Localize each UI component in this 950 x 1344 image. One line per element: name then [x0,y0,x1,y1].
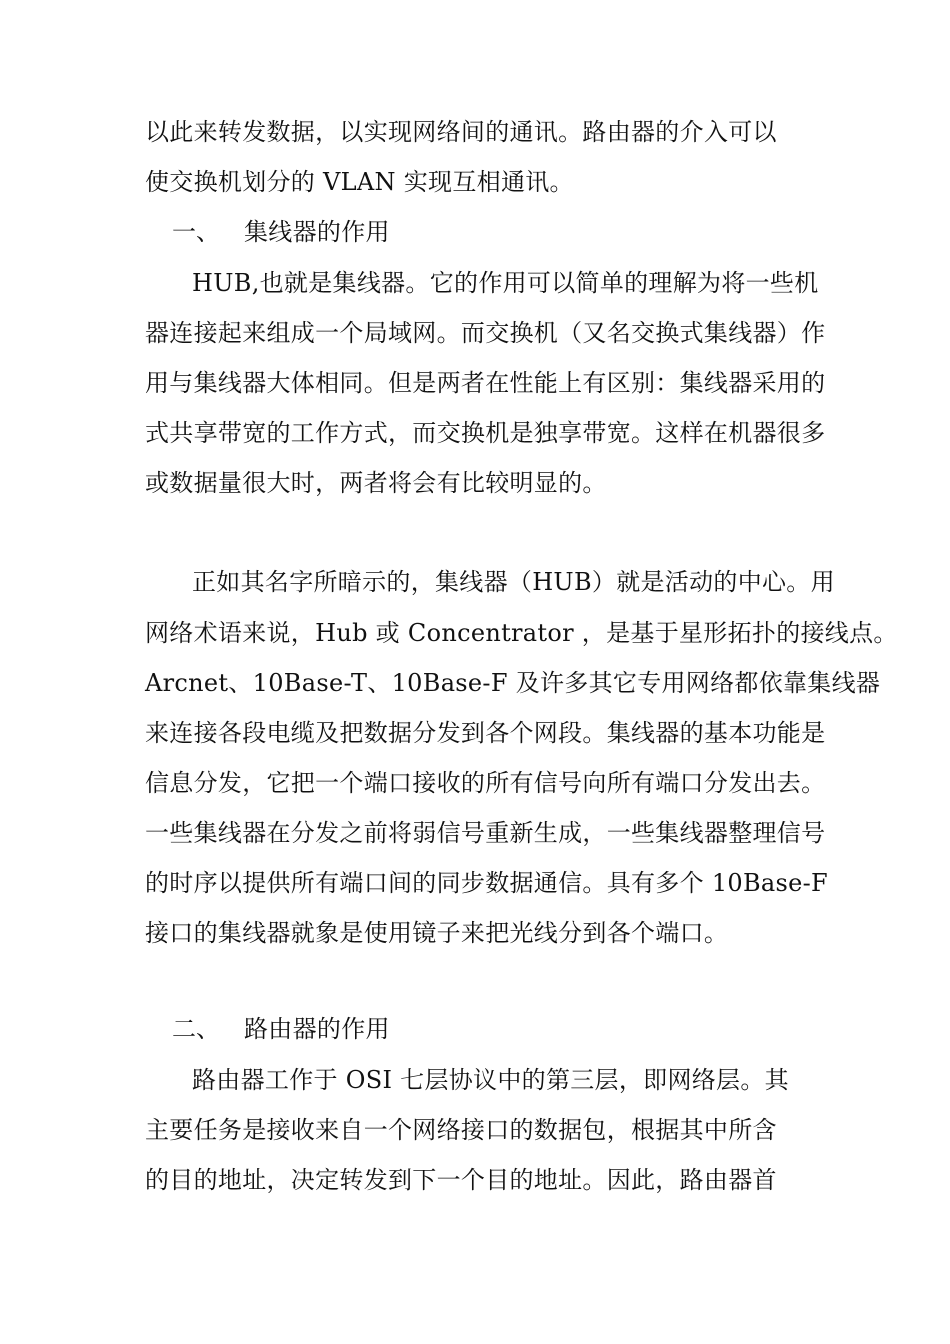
section-number: 一、 [172,218,220,246]
paragraph-line: 一些集线器在分发之前将弱信号重新生成，一些集线器整理信号 [145,819,826,847]
paragraph-line: 式共享带宽的工作方式，而交换机是独享带宽。这样在机器很多 [145,419,826,447]
section-heading: 集线器的作用 [244,218,390,246]
section-number: 二、 [172,1015,220,1043]
paragraph-line: 使交换机划分的 VLAN 实现互相通讯。 [145,168,574,196]
paragraph-line: 信息分发，它把一个端口接收的所有信号向所有端口分发出去。 [145,769,826,797]
paragraph-line: 接口的集线器就象是使用镜子来把光线分到各个端口。 [145,919,729,947]
paragraph-line: 的目的地址，决定转发到下一个目的地址。因此，路由器首 [145,1166,777,1194]
paragraph-line: 用与集线器大体相同。但是两者在性能上有区别：集线器采用的 [145,369,826,397]
paragraph-line: 器连接起来组成一个局域网。而交换机（又名交换式集线器）作 [145,319,826,347]
paragraph-line: 来连接各段电缆及把数据分发到各个网段。集线器的基本功能是 [145,719,826,747]
paragraph-line: 的时序以提供所有端口间的同步数据通信。具有多个 10Base-F [145,869,828,897]
paragraph-line: 路由器工作于 OSI 七层协议中的第三层，即网络层。其 [192,1066,789,1094]
section-heading: 路由器的作用 [244,1015,390,1043]
paragraph-line: 或数据量很大时，两者将会有比较明显的。 [145,469,607,497]
paragraph-line: Arcnet、10Base-T、10Base-F 及许多其它专用网络都依靠集线器 [145,669,881,697]
paragraph-line: HUB,也就是集线器。它的作用可以简单的理解为将一些机 [192,269,819,297]
paragraph-line: 网络术语来说，Hub 或 Concentrator ，是基于星形拓扑的接线点。 [145,619,898,647]
paragraph-line: 主要任务是接收来自一个网络接口的数据包，根据其中所含 [145,1116,777,1144]
paragraph-line: 以此来转发数据，以实现网络间的通讯。路由器的介入可以 [145,118,777,146]
paragraph-line: 正如其名字所暗示的，集线器（HUB）就是活动的中心。用 [192,568,835,596]
